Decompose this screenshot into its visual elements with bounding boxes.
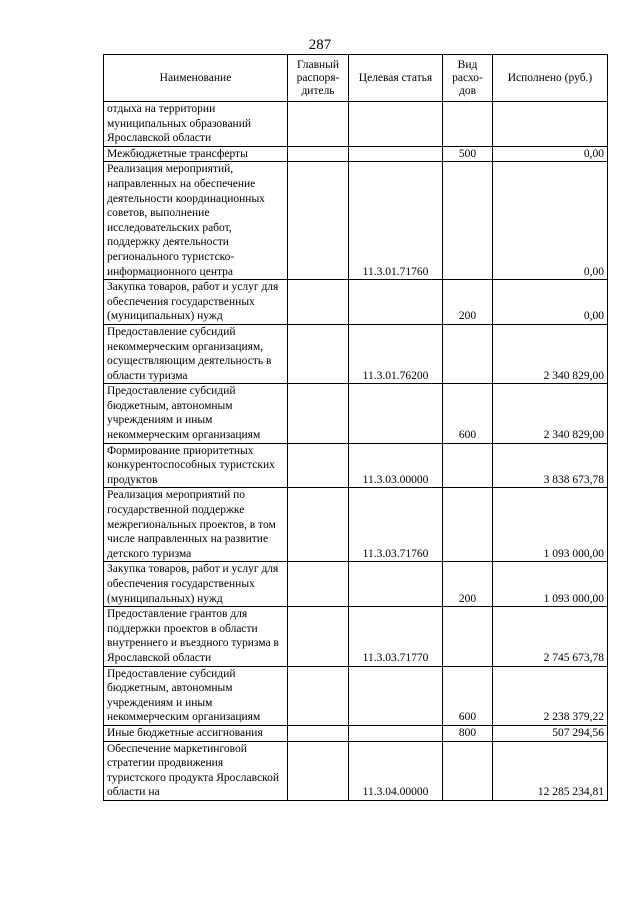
cell-kind — [443, 324, 493, 383]
cell-admin — [288, 102, 349, 147]
cell-target — [349, 562, 443, 607]
table-row — [104, 607, 608, 666]
cell-amount: 0,00 — [493, 280, 608, 325]
table-row — [104, 562, 608, 607]
cell-target — [349, 666, 443, 725]
cell-admin — [288, 666, 349, 725]
cell-target: 11.3.01.71760 — [349, 162, 443, 280]
table-row — [104, 162, 608, 280]
page-number: 287 — [308, 37, 332, 53]
cell-admin — [288, 562, 349, 607]
cell-target — [349, 102, 443, 147]
cell-admin — [288, 146, 349, 162]
cell-kind: 800 — [443, 725, 493, 741]
cell-target — [349, 725, 443, 741]
cell-kind — [443, 741, 493, 800]
cell-name: Предоставление субсидий бюджетным, автономным учреждениям и иным некоммерческим организациям — [104, 384, 288, 443]
cell-name: Реализация мероприятий, направленных на обеспечение деятельности координационных советов, выполнение исследовательских работ, поддержку деятельности регионального туристско-информационного центра — [104, 162, 288, 280]
cell-admin — [288, 280, 349, 325]
cell-kind: 200 — [443, 280, 493, 325]
table-row — [104, 725, 608, 741]
cell-target — [349, 146, 443, 162]
cell-admin — [288, 488, 349, 562]
cell-name: Формирование приоритетных конкурентоспособных туристских продуктов — [104, 443, 288, 488]
cell-name: Предоставление субсидий бюджетным, автономным учреждениям и иным некоммерческим организациям — [104, 666, 288, 725]
header-target: Целевая статья — [349, 55, 443, 102]
table-row — [104, 488, 608, 562]
cell-amount: 507 294,56 — [493, 725, 608, 741]
cell-kind — [443, 162, 493, 280]
cell-target: 11.3.01.76200 — [349, 324, 443, 383]
cell-admin — [288, 741, 349, 800]
table-row — [104, 443, 608, 488]
table-row — [104, 324, 608, 383]
cell-admin — [288, 324, 349, 383]
cell-amount: 2 238 379,22 — [493, 666, 608, 725]
cell-admin — [288, 607, 349, 666]
cell-name: Закупка товаров, работ и услуг для обеспечения государственных (муниципальных) нужд — [104, 280, 288, 325]
budget-execution-table — [103, 54, 608, 801]
cell-amount — [493, 102, 608, 147]
table-row — [104, 666, 608, 725]
cell-name: Предоставление субсидий некоммерческим организациям, осуществляющим деятельность в области туризма — [104, 324, 288, 383]
cell-name: Предоставление грантов для поддержки проектов в области внутреннего и въездного туризма в Ярославской области — [104, 607, 288, 666]
table-header-row — [104, 55, 608, 102]
cell-target: 11.3.04.00000 — [349, 741, 443, 800]
cell-kind — [443, 102, 493, 147]
cell-amount: 2 340 829,00 — [493, 384, 608, 443]
cell-name: отдыха на территории муниципальных образований Ярославской области — [104, 102, 288, 147]
cell-target: 11.3.03.00000 — [349, 443, 443, 488]
cell-amount: 12 285 234,81 — [493, 741, 608, 800]
cell-name: Иные бюджетные ассигнования — [104, 725, 288, 741]
cell-target: 11.3.03.71760 — [349, 488, 443, 562]
header-admin: Главный распоря-дитель — [288, 55, 349, 102]
table-row — [104, 146, 608, 162]
cell-admin — [288, 725, 349, 741]
cell-admin — [288, 162, 349, 280]
cell-kind — [443, 488, 493, 562]
cell-kind — [443, 443, 493, 488]
header-name: Наименование — [104, 55, 288, 102]
cell-name: Межбюджетные трансферты — [104, 146, 288, 162]
cell-kind: 600 — [443, 666, 493, 725]
header-amount: Исполнено (руб.) — [493, 55, 608, 102]
cell-amount: 2 745 673,78 — [493, 607, 608, 666]
table-row — [104, 280, 608, 325]
cell-amount: 0,00 — [493, 146, 608, 162]
cell-kind — [443, 607, 493, 666]
cell-admin — [288, 443, 349, 488]
table-row — [104, 384, 608, 443]
cell-name: Обеспечение маркетинговой стратегии продвижения туристского продукта Ярославской области на — [104, 741, 288, 800]
cell-name: Закупка товаров, работ и услуг для обеспечения государственных (муниципальных) нужд — [104, 562, 288, 607]
table-row — [104, 741, 608, 800]
cell-kind: 200 — [443, 562, 493, 607]
header-kind: Вид расхо-дов — [443, 55, 493, 102]
cell-kind: 500 — [443, 146, 493, 162]
cell-amount: 0,00 — [493, 162, 608, 280]
cell-amount: 3 838 673,78 — [493, 443, 608, 488]
cell-kind: 600 — [443, 384, 493, 443]
cell-target — [349, 280, 443, 325]
cell-amount: 1 093 000,00 — [493, 488, 608, 562]
cell-target — [349, 384, 443, 443]
cell-target: 11.3.03.71770 — [349, 607, 443, 666]
cell-name: Реализация мероприятий по государственной поддержке межрегиональных проектов, в том числе направленных на развитие детского туризма — [104, 488, 288, 562]
cell-amount: 2 340 829,00 — [493, 324, 608, 383]
cell-admin — [288, 384, 349, 443]
table-row — [104, 102, 608, 147]
cell-amount: 1 093 000,00 — [493, 562, 608, 607]
